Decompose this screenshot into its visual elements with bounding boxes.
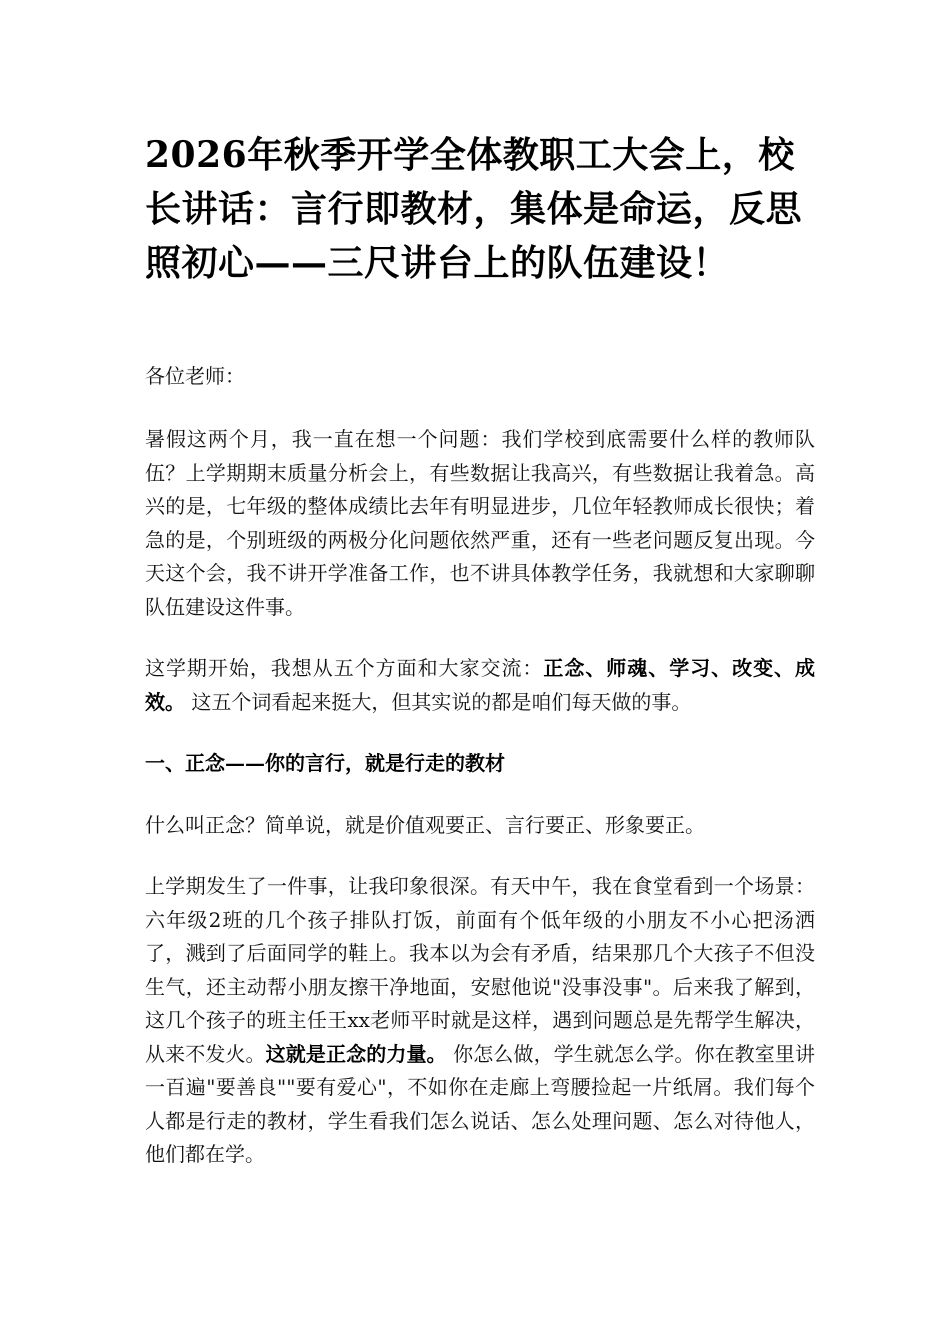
paragraph-five-aspects-lead: 这学期开始，我想从五个方面和大家交流：	[145, 656, 544, 680]
paragraph-five-aspects-emphasis: 正念、师魂、学习、改变、成效。	[145, 656, 816, 714]
document-page	[145, 128, 815, 1172]
paragraph-five-aspects	[145, 652, 815, 719]
paragraph-five-aspects-tail: 这五个词看起来挺大，但其实说的都是咱们每天做的事。	[185, 689, 692, 714]
paragraph-story-lead: 上学期发生了一件事，让我印象很深。有天中午，我在食堂看到一个场景：六年级2班的几个孩子排队打饭，前面有个低年级的小朋友不小心把汤洒了，溅到了后面同学的鞋上。我本以为会有矛盾，结果那几个大孩子不但没生气，还主动帮小朋友擦干净地面，安慰他说"没事没事"。后来我了解到，这几个孩子的班主任王xx老师平时就是这样，遇到问题总是先帮学生解决，从来不发火。	[145, 874, 815, 1066]
paragraph-intro: 暑假这两个月，我一直在想一个问题：我们学校到底需要什么样的教师队伍？上学期期末质量分析会上，有些数据让我高兴，有些数据让我着急。高兴的是，七年级的整体成绩比去年有明显进步，几位年轻教师成长很快；着急的是，个别班级的两极分化问题依然严重，还有一些老问题反复出现。今天这个会，我不讲开学准备工作，也不讲具体教学任务，我就想和大家聊聊队伍建设这件事。	[145, 427, 815, 619]
paragraph-story-tail: 你怎么做，学生就怎么学。你在教室里讲一百遍"要善良""要有爱心"，不如你在走廊上弯腰捡起一片纸屑。我们每个人都是行走的教材，学生看我们怎么说话、怎么处理问题、怎么对待他人，他们都在学。	[145, 1041, 816, 1166]
document-title: 2026年秋季开学全体教职工大会上，校长讲话：言行即教材，集体是命运，反思照初心——三尺讲台上的队伍建设！	[145, 134, 803, 284]
paragraph-story-emphasis: 这就是正念的力量。	[265, 1041, 447, 1066]
paragraph-definition: 什么叫正念？简单说，就是价值观要正、言行要正、形象要正。	[145, 812, 705, 837]
paragraph-story	[145, 870, 815, 1172]
section-heading-1: 一、正念——你的言行，就是行走的教材	[145, 751, 505, 775]
salutation: 各位老师：	[145, 364, 245, 388]
